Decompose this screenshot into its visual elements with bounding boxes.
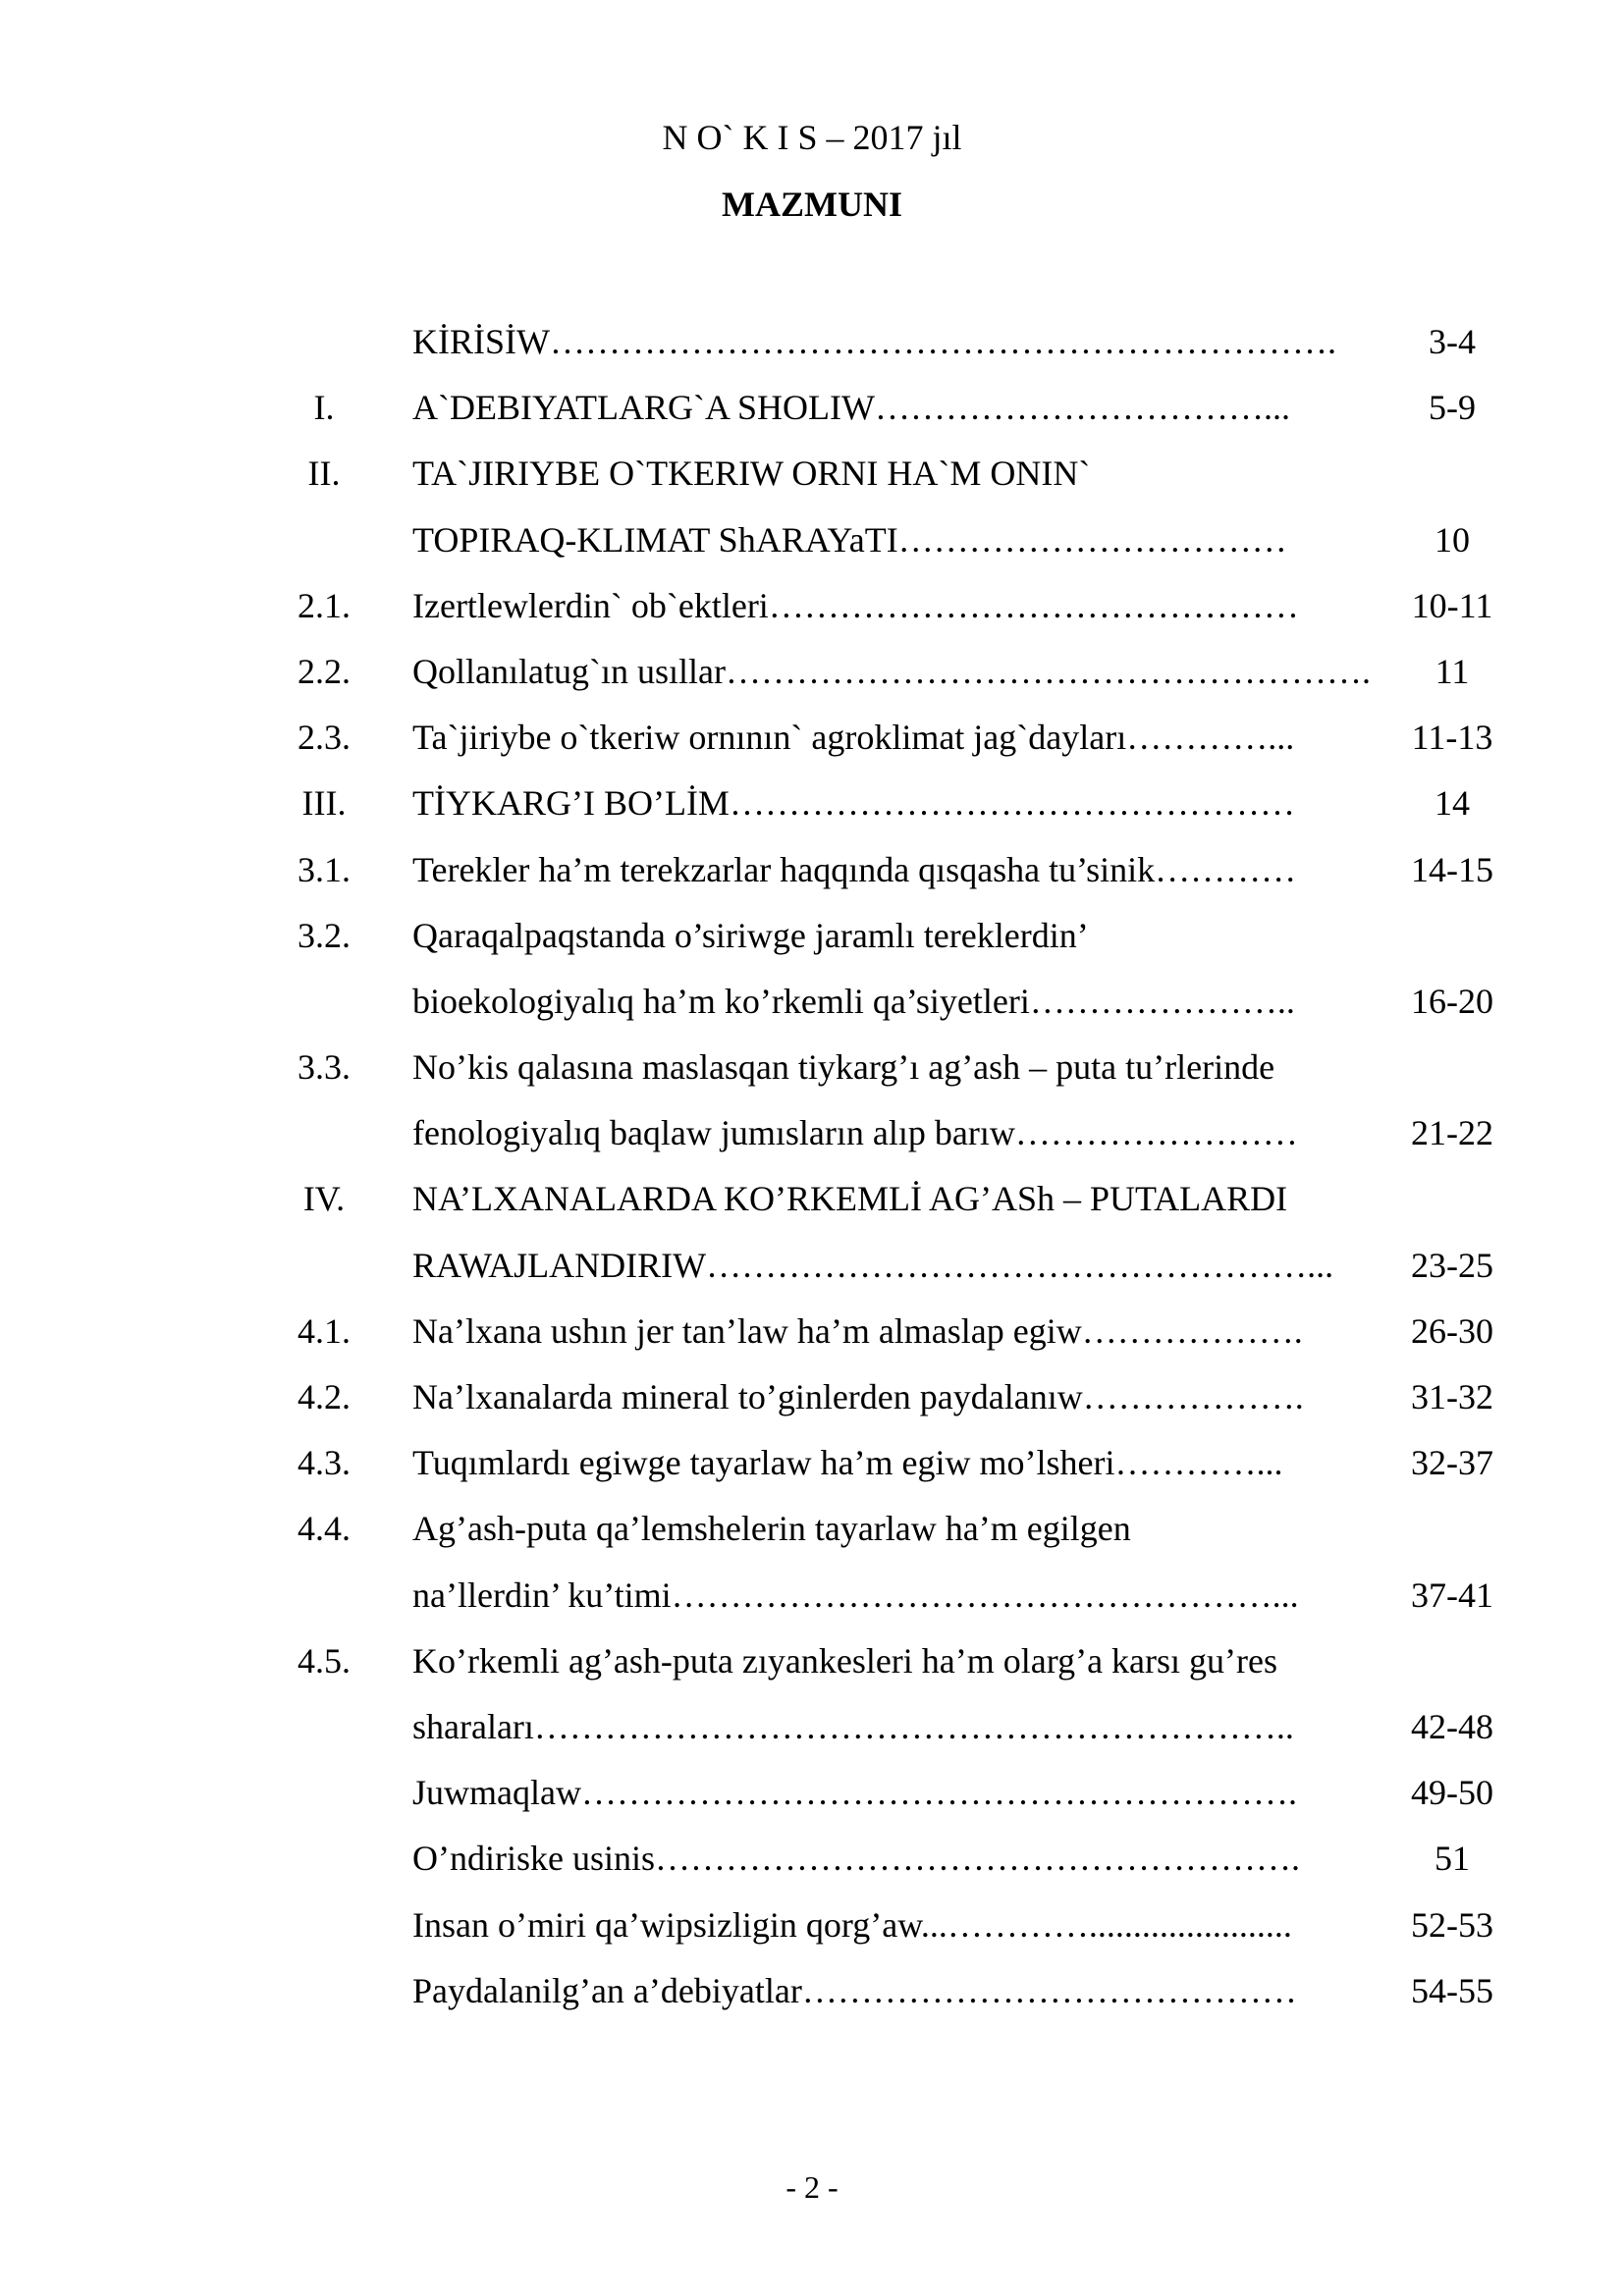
toc-entry-number: 3.2. (298, 915, 351, 955)
toc-entry-title: bioekologiyalıq ha’m ko’rkemli qa’siyetleri………………….. (412, 981, 1295, 1021)
toc-entry (0, 1566, 1624, 1631)
toc-entry (0, 1697, 1624, 1763)
toc-entry (0, 906, 1624, 972)
toc-entry (0, 972, 1624, 1038)
toc-entry-title: TİYKARG’I BO’LİM………………………………………… (412, 783, 1295, 824)
toc-entry (0, 510, 1624, 576)
toc-entry-page: 49-50 (1411, 1773, 1493, 1813)
toc-entry-number: I. (313, 388, 335, 428)
toc-entry-number: 2.1. (298, 585, 351, 625)
toc-entry-number: III. (301, 783, 347, 824)
toc-entry (0, 1896, 1624, 1961)
toc-entry-title: Na’lxanalarda mineral to’ginlerden paydalanıw………………. (412, 1377, 1304, 1416)
toc-entry-number: 4.4. (298, 1509, 351, 1549)
toc-entry (0, 444, 1624, 509)
toc-entry-page: 11 (1435, 651, 1470, 691)
toc-entry-title: Tuqımlardı egiwge tayarlaw ha’m egiw mo’lsheri…………... (412, 1443, 1283, 1483)
toc-entry (0, 774, 1624, 839)
toc-entry-title: Ta`jiriybe o`tkeriw ornının` agroklimat jag`dayları…………... (412, 718, 1295, 758)
toc-entry-number: 3.1. (298, 849, 351, 889)
toc-entry (0, 1763, 1624, 1829)
toc-entry-page: 10 (1435, 519, 1470, 560)
toc-entry-title: Insan o’miri qa’wipsizligin qorg’aw...…………....................... (412, 1904, 1292, 1945)
toc-entry-title: KİRİSİW…………………………………………………………. (412, 322, 1336, 361)
toc-entry (0, 708, 1624, 774)
toc-entry-page: 5-9 (1429, 388, 1476, 428)
toc-entry-page: 21-22 (1411, 1113, 1493, 1153)
toc-entry (0, 1169, 1624, 1235)
toc-entry-page: 37-41 (1411, 1575, 1493, 1615)
toc-entry (0, 1829, 1624, 1895)
toc-entry-page: 16-20 (1411, 981, 1493, 1021)
toc-entry-page: 31-32 (1411, 1377, 1493, 1416)
city-year-header: N O` K I S – 2017 jıl (662, 118, 962, 157)
toc-entry-number: II. (307, 454, 341, 494)
toc-entry-title: TA`JIRIYBE O`TKERIW ORNI HA`M ONIN` (412, 454, 1091, 494)
toc-entry-page: 42-48 (1411, 1706, 1493, 1746)
toc-entry-number: 2.2. (298, 651, 351, 691)
toc-entry-number: 4.1. (298, 1310, 351, 1351)
toc-entry-title: O’ndiriske usinis………………………………………………. (412, 1839, 1300, 1879)
table-of-contents (0, 312, 1624, 2027)
toc-entry-title: Qollanılatug`ın usıllar………………………………………………. (412, 651, 1371, 691)
toc-entry-title: Paydalanilg’an a’debiyatlar…………………………………… (412, 1970, 1297, 2010)
toc-entry (0, 642, 1624, 708)
toc-entry-title: Qaraqalpaqstanda o’siriwge jaramlı tereklerdin’ (412, 915, 1089, 955)
toc-entry-page: 23-25 (1411, 1245, 1493, 1285)
toc-entry (0, 1236, 1624, 1302)
toc-entry (0, 1103, 1624, 1169)
toc-entry-title: Ko’rkemli ag’ash-puta zıyankesleri ha’m olarg’a karsı gu’res (412, 1640, 1277, 1681)
page-number: - 2 - (785, 2169, 839, 2205)
toc-entry-title: Na’lxana ushın jer tan’law ha’m almaslap egiw………………. (412, 1310, 1303, 1351)
toc-entry-number: 4.5. (298, 1640, 351, 1681)
toc-entry (0, 840, 1624, 906)
toc-entry (0, 1631, 1624, 1697)
toc-entry (0, 1367, 1624, 1433)
toc-entry (0, 312, 1624, 378)
toc-entry-number: 4.3. (298, 1443, 351, 1483)
toc-entry-title: TOPIRAQ-KLIMAT ShARAYaTI…………………………… (412, 519, 1287, 560)
toc-entry-number: IV. (302, 1179, 346, 1219)
toc-entry-page: 10-11 (1411, 585, 1493, 625)
toc-entry-title: Izertlewlerdin` ob`ektleri……………………………………… (412, 585, 1299, 625)
toc-entry-page: 52-53 (1411, 1904, 1493, 1945)
toc-entry-page: 54-55 (1411, 1970, 1493, 2010)
toc-entry-title: Terekler ha’m terekzarlar haqqında qısqasha tu’sinik………… (412, 849, 1297, 889)
toc-entry-title: Ag’ash-puta qa’lemshelerin tayarlaw ha’m egilgen (412, 1509, 1131, 1549)
toc-entry-page: 32-37 (1411, 1443, 1493, 1483)
toc-entry-title: na’llerdin’ ku’timi……………………………………………... (412, 1575, 1299, 1615)
toc-entry (0, 378, 1624, 444)
toc-entry-page: 51 (1435, 1839, 1470, 1879)
page-title: MAZMUNI (722, 185, 902, 224)
toc-entry-page: 14-15 (1411, 849, 1493, 889)
toc-entry-title: No’kis qalasına maslasqan tiykarg’ı ag’ash – puta tu’rlerinde (412, 1047, 1275, 1088)
toc-entry-title: sharaları……………………………………………………….. (412, 1706, 1294, 1746)
toc-entry (0, 1433, 1624, 1499)
toc-entry-page: 3-4 (1429, 322, 1476, 361)
toc-entry-page: 14 (1435, 783, 1470, 824)
toc-entry-number: 3.3. (298, 1047, 351, 1088)
toc-entry-page: 11-13 (1411, 718, 1493, 758)
toc-entry (0, 1038, 1624, 1103)
toc-entry-page: 26-30 (1411, 1310, 1493, 1351)
toc-entry (0, 1499, 1624, 1565)
toc-entry-title: Juwmaqlaw……………………………………………………. (412, 1773, 1297, 1813)
toc-entry (0, 1302, 1624, 1367)
toc-entry-title: A`DEBIYATLARG`A SHOLIW……………………………... (412, 388, 1290, 428)
toc-entry-number: 2.3. (298, 718, 351, 758)
toc-entry-number: 4.2. (298, 1377, 351, 1416)
toc-entry (0, 576, 1624, 642)
toc-entry-title: RAWAJLANDIRIW……………………………………………... (412, 1245, 1334, 1285)
toc-entry (0, 1961, 1624, 2027)
toc-entry-title: fenologiyalıq baqlaw jumısların alıp barıw…………………… (412, 1113, 1298, 1153)
toc-entry-title: NA’LXANALARDA KO’RKEMLİ AG’ASh – PUTALARDI (412, 1179, 1288, 1219)
